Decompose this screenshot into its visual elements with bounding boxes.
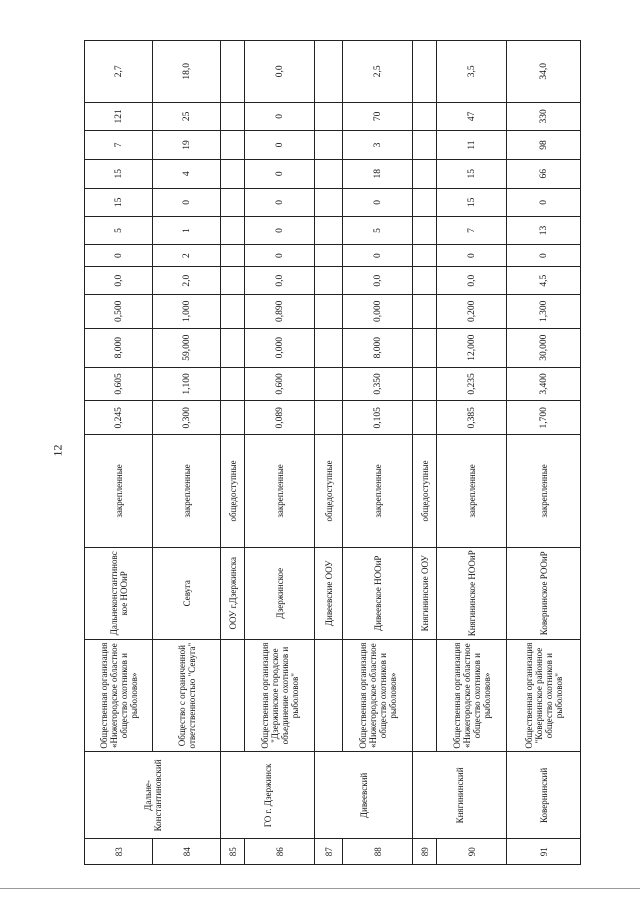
value-cell: 13 xyxy=(507,217,581,245)
value-cell xyxy=(315,159,343,188)
value-cell xyxy=(221,188,245,217)
category-cell: закрепленные xyxy=(507,435,581,548)
hunting-ground-cell: Княгининские ООУ xyxy=(413,547,437,639)
value-cell xyxy=(315,294,343,328)
value-cell: 15 xyxy=(85,188,153,217)
value-cell: 0 xyxy=(153,188,221,217)
value-cell xyxy=(315,131,343,160)
value-cell: 0 xyxy=(343,188,413,217)
value-cell xyxy=(315,328,343,367)
category-cell: общедоступные xyxy=(221,435,245,548)
row-number: 88 xyxy=(343,839,413,865)
value-cell: 15 xyxy=(85,159,153,188)
value-cell: 1,000 xyxy=(153,294,221,328)
value-cell: 0,0 xyxy=(85,267,153,295)
category-cell: закрепленные xyxy=(343,435,413,548)
value-cell: 0,385 xyxy=(437,401,507,435)
value-cell: 0,0 xyxy=(437,267,507,295)
value-cell: 0,0 xyxy=(245,41,315,103)
data-table xyxy=(84,40,581,865)
table-row xyxy=(245,41,315,865)
table-row xyxy=(153,41,221,865)
value-cell: 0,890 xyxy=(245,294,315,328)
value-cell xyxy=(221,401,245,435)
value-cell: 15 xyxy=(437,159,507,188)
value-cell: 8,000 xyxy=(85,328,153,367)
table-row xyxy=(315,41,343,865)
value-cell: 25 xyxy=(153,102,221,131)
row-number: 87 xyxy=(315,839,343,865)
value-cell: 0 xyxy=(245,102,315,131)
value-cell xyxy=(315,367,343,401)
value-cell xyxy=(413,159,437,188)
table-row xyxy=(413,41,437,865)
value-cell: 0,000 xyxy=(343,294,413,328)
value-cell: 66 xyxy=(507,159,581,188)
organization-cell xyxy=(315,639,343,752)
scan-edge-line xyxy=(0,888,640,889)
hunting-ground-cell: Севуга xyxy=(153,547,221,639)
value-cell: 0,105 xyxy=(343,401,413,435)
page-number: 12 xyxy=(50,444,65,457)
value-cell: 0,350 xyxy=(343,367,413,401)
hunting-ground-cell: ООУ г.Дзержинска xyxy=(221,547,245,639)
value-cell xyxy=(413,131,437,160)
category-cell: общедоступные xyxy=(413,435,437,548)
value-cell xyxy=(413,41,437,103)
district-cell: Дивеевский xyxy=(315,752,413,839)
value-cell: 18,0 xyxy=(153,41,221,103)
value-cell: 0,089 xyxy=(245,401,315,435)
value-cell xyxy=(221,159,245,188)
hunting-ground-cell: Княгининское НООиР xyxy=(437,547,507,639)
value-cell xyxy=(315,188,343,217)
value-cell: 2,0 xyxy=(153,267,221,295)
value-cell: 0,300 xyxy=(153,401,221,435)
value-cell xyxy=(315,217,343,245)
value-cell: 0,600 xyxy=(245,367,315,401)
value-cell xyxy=(221,267,245,295)
value-cell: 121 xyxy=(85,102,153,131)
row-number: 83 xyxy=(85,839,153,865)
value-cell: 47 xyxy=(437,102,507,131)
category-cell: закрепленные xyxy=(153,435,221,548)
value-cell: 7 xyxy=(437,217,507,245)
value-cell: 0,245 xyxy=(85,401,153,435)
row-number: 84 xyxy=(153,839,221,865)
category-cell: общедоступные xyxy=(315,435,343,548)
row-number: 89 xyxy=(413,839,437,865)
district-cell: Княгининский xyxy=(413,752,507,839)
hunting-ground-cell: Дивеевские ООУ xyxy=(315,547,343,639)
value-cell: 0,0 xyxy=(245,267,315,295)
value-cell: 34,0 xyxy=(507,41,581,103)
value-cell xyxy=(413,188,437,217)
value-cell: 3,400 xyxy=(507,367,581,401)
category-cell: закрепленные xyxy=(245,435,315,548)
value-cell: 12,000 xyxy=(437,328,507,367)
value-cell: 7 xyxy=(85,131,153,160)
table-container xyxy=(84,40,640,865)
value-cell: 0,500 xyxy=(85,294,153,328)
value-cell: 11 xyxy=(437,131,507,160)
organization-cell: Общественная организация "Дзержинское городское объединение охотников и рыболовов" xyxy=(245,639,315,752)
value-cell xyxy=(413,244,437,267)
value-cell: 0 xyxy=(507,244,581,267)
value-cell xyxy=(315,267,343,295)
district-cell: Ковернинский xyxy=(507,752,581,839)
value-cell: 8,000 xyxy=(343,328,413,367)
value-cell: 0,235 xyxy=(437,367,507,401)
value-cell: 2 xyxy=(153,244,221,267)
row-number: 85 xyxy=(221,839,245,865)
value-cell: 59,000 xyxy=(153,328,221,367)
organization-cell: Общественная организация «Нижегородское областное общество охотников и рыболовов» xyxy=(343,639,413,752)
value-cell: 0,605 xyxy=(85,367,153,401)
value-cell: 1,700 xyxy=(507,401,581,435)
value-cell xyxy=(221,131,245,160)
value-cell: 98 xyxy=(507,131,581,160)
value-cell: 19 xyxy=(153,131,221,160)
value-cell: 3,5 xyxy=(437,41,507,103)
value-cell xyxy=(315,244,343,267)
organization-cell xyxy=(221,639,245,752)
value-cell xyxy=(221,294,245,328)
value-cell xyxy=(413,401,437,435)
value-cell xyxy=(315,401,343,435)
table-row xyxy=(507,41,581,865)
value-cell: 0,200 xyxy=(437,294,507,328)
category-cell: закрепленные xyxy=(85,435,153,548)
value-cell xyxy=(413,102,437,131)
hunting-ground-cell: Дивеевское НООиР xyxy=(343,547,413,639)
value-cell: 0 xyxy=(245,188,315,217)
value-cell: 0 xyxy=(343,244,413,267)
row-number: 86 xyxy=(245,839,315,865)
value-cell xyxy=(221,217,245,245)
value-cell: 0 xyxy=(507,188,581,217)
table-row xyxy=(221,41,245,865)
value-cell: 0,0 xyxy=(343,267,413,295)
table-row xyxy=(437,41,507,865)
organization-cell: Общественная организация "Ковернинское районное общество охотников и рыболовов" xyxy=(507,639,581,752)
value-cell xyxy=(221,328,245,367)
hunting-ground-cell: Дальнеконстантиновское НООиР xyxy=(85,547,153,639)
value-cell: 5 xyxy=(343,217,413,245)
value-cell xyxy=(221,41,245,103)
value-cell: 0 xyxy=(437,244,507,267)
value-cell: 0,000 xyxy=(245,328,315,367)
value-cell xyxy=(413,328,437,367)
value-cell: 0 xyxy=(245,217,315,245)
table-row xyxy=(85,41,153,865)
organization-cell xyxy=(413,639,437,752)
district-cell: ГО г. Дзержинск xyxy=(221,752,315,839)
district-cell: Дальне-Константиновский xyxy=(85,752,221,839)
value-cell: 5 xyxy=(85,217,153,245)
organization-cell: Общество с ограниченной ответственностью "Севуга" xyxy=(153,639,221,752)
value-cell xyxy=(413,217,437,245)
value-cell: 0 xyxy=(245,159,315,188)
value-cell: 2,5 xyxy=(343,41,413,103)
organization-cell: Общественная организация «Нижегородское областное общество охотников и рыболовов» xyxy=(437,639,507,752)
value-cell: 70 xyxy=(343,102,413,131)
organization-cell: Общественная организация «Нижегородское областное общество охотников и рыболовов» xyxy=(85,639,153,752)
value-cell: 30,000 xyxy=(507,328,581,367)
value-cell xyxy=(413,367,437,401)
hunting-ground-cell: Дзержинское xyxy=(245,547,315,639)
value-cell: 0 xyxy=(245,244,315,267)
value-cell: 2,7 xyxy=(85,41,153,103)
value-cell: 1,300 xyxy=(507,294,581,328)
hunting-ground-cell: Ковернинское РООиР xyxy=(507,547,581,639)
value-cell: 1,100 xyxy=(153,367,221,401)
value-cell: 0 xyxy=(85,244,153,267)
row-number: 90 xyxy=(437,839,507,865)
value-cell xyxy=(413,267,437,295)
table-row xyxy=(343,41,413,865)
value-cell xyxy=(221,244,245,267)
value-cell xyxy=(221,102,245,131)
value-cell: 0 xyxy=(245,131,315,160)
value-cell xyxy=(221,367,245,401)
value-cell: 18 xyxy=(343,159,413,188)
category-cell: закрепленные xyxy=(437,435,507,548)
value-cell: 330 xyxy=(507,102,581,131)
value-cell: 15 xyxy=(437,188,507,217)
value-cell: 4 xyxy=(153,159,221,188)
value-cell xyxy=(413,294,437,328)
row-number: 91 xyxy=(507,839,581,865)
value-cell xyxy=(315,41,343,103)
value-cell: 3 xyxy=(343,131,413,160)
value-cell: 1 xyxy=(153,217,221,245)
value-cell xyxy=(315,102,343,131)
value-cell: 4,5 xyxy=(507,267,581,295)
